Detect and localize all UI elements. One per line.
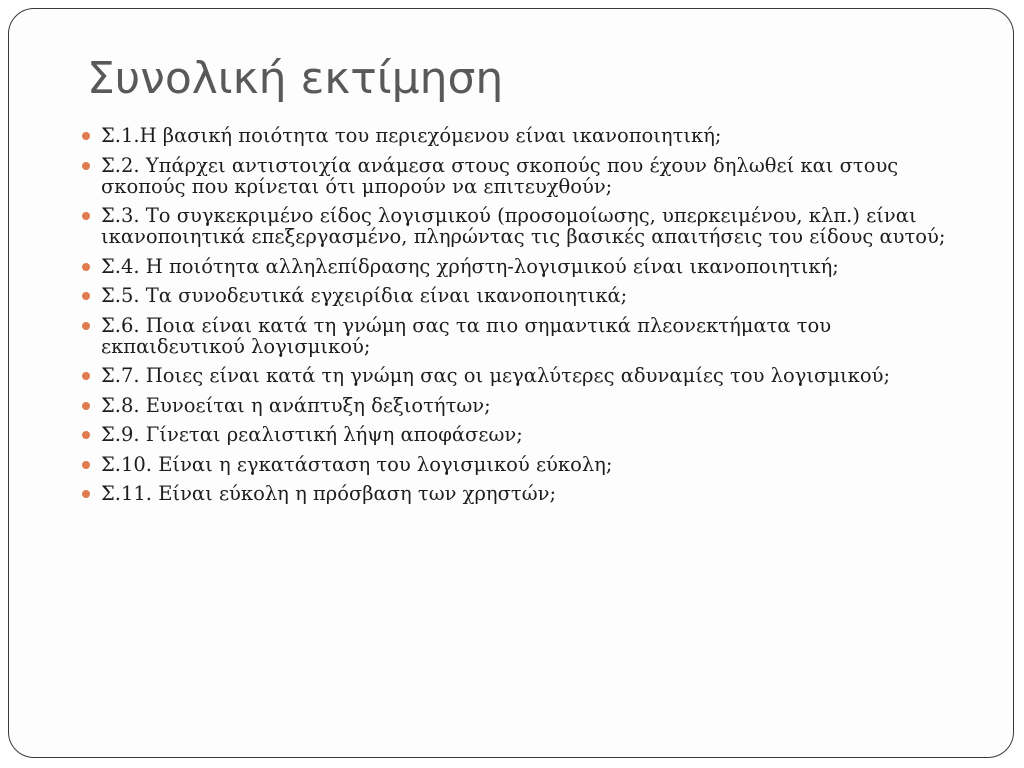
list-item-text: Σ.2. Υπάρχει αντιστοιχία ανάμεσα στους σκοπούς που έχουν δηλωθεί και στους σκοπούς που κρίνεται ότι μπορούν να επιτευχθούν; [101,153,899,198]
bullet-dot-icon [82,292,90,300]
list-item-text: Σ.1.Η βασική ποιότητα του περιεχόμενου είναι ικανοποιητική; [101,124,722,147]
list-item-text: Σ.6. Ποια είναι κατά τη γνώμη σας τα πιο σημαντικά πλεονεκτήματα του εκπαιδευτικού λογισμικού; [101,313,832,358]
bullet-dot-icon [82,322,90,330]
bullet-dot-icon [82,431,90,439]
list-item-text: Σ.9. Γίνεται ρεαλιστική λήψη αποφάσεων; [101,423,523,446]
bullet-dot-icon [82,461,90,469]
list-item [82,315,962,357]
list-item-text: Σ.11. Είναι εύκολη η πρόσβαση των χρηστών; [101,482,557,505]
list-item-text: Σ.7. Ποιες είναι κατά τη γνώμη σας οι μεγαλύτερες αδυναμίες του λογισμικού; [101,364,891,387]
bullet-dot-icon [82,490,90,498]
list-item-text: Σ.3. Το συγκεκριμένο είδος λογισμικού (προσομοίωσης, υπερκειμένου, κλπ.) είναι ικανοποιητικά επεξεργασμένο, πληρώντας τις βασικές απαιτήσεις του είδους αυτού; [101,204,946,248]
bullet-dot-icon [82,212,90,220]
list-item [82,125,962,146]
list-item [82,256,962,277]
list-item [82,285,962,306]
list-item [82,424,962,445]
list-item [82,454,962,475]
list-item-text: Σ.4. Η ποιότητα αλληλεπίδρασης χρήστη-λογισμικού είναι ικανοποιητική; [101,254,839,278]
bullet-dot-icon [82,372,90,380]
list-item [82,155,962,197]
list-item-text: Σ.10. Είναι η εγκατάσταση του λογισμικού εύκολη; [101,452,613,476]
bullet-dot-icon [82,263,90,271]
bullet-list [82,125,962,513]
list-item [82,205,962,247]
list-item-text: Σ.8. Ευνοείται η ανάπτυξη δεξιοτήτων; [101,393,491,417]
list-item [82,483,962,504]
slide-title: Συνολική εκτίμηση [87,53,504,104]
bullet-dot-icon [82,162,90,170]
list-item [82,395,962,416]
list-item-text: Σ.5. Τα συνοδευτικά εγχειρίδια είναι ικανοποιητικά; [101,284,628,307]
bullet-dot-icon [82,132,90,140]
bullet-dot-icon [82,402,90,410]
list-item [82,365,962,386]
slide-frame [8,8,1014,758]
